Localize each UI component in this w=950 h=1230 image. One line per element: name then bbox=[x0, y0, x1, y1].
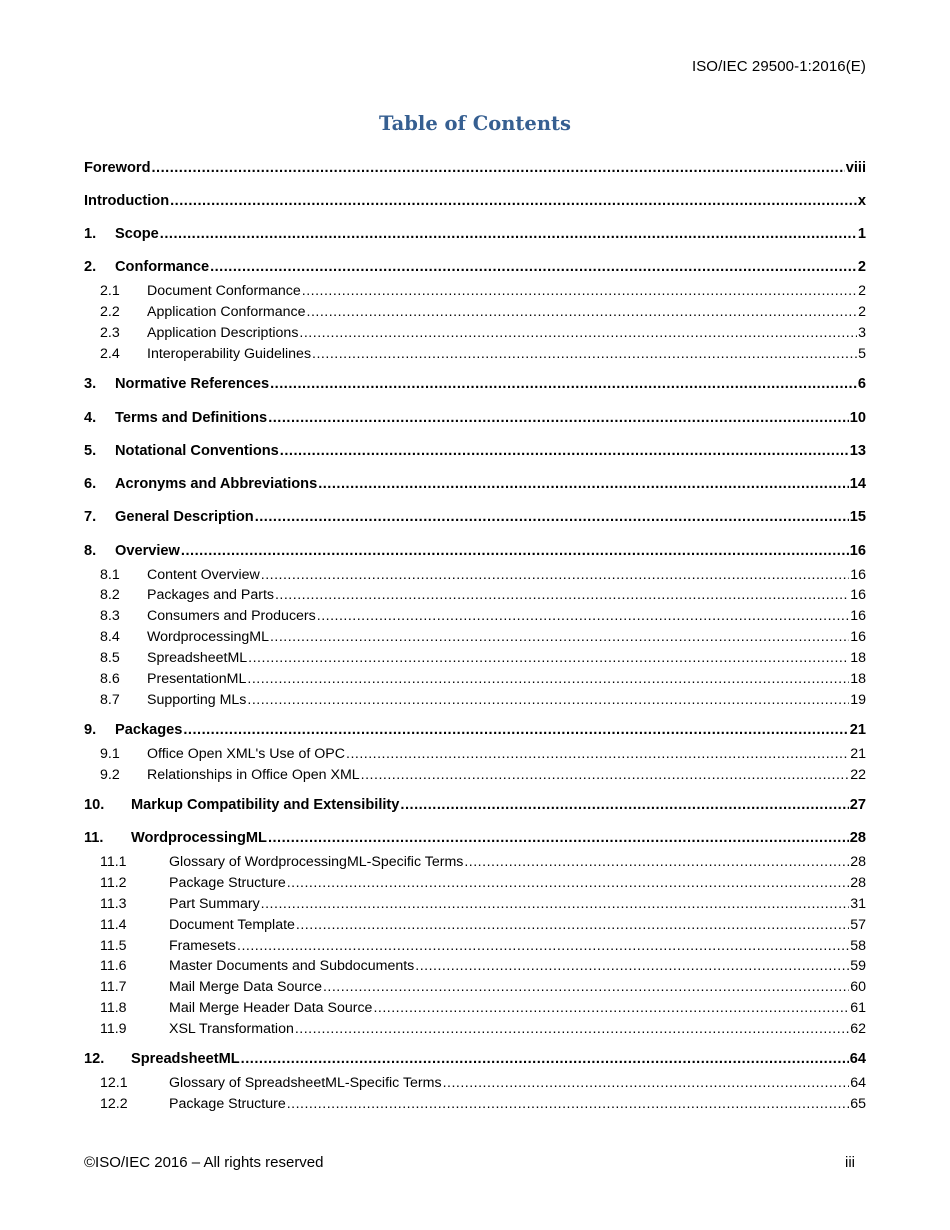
toc-leader-dots bbox=[181, 541, 849, 561]
toc-entry-number: 8.1 bbox=[100, 567, 120, 583]
toc-entry[interactable] bbox=[84, 408, 866, 428]
toc-leader-dots bbox=[443, 1073, 850, 1093]
toc-entry-title: Package Structure bbox=[169, 1096, 286, 1112]
toc-leader-dots bbox=[296, 915, 849, 935]
toc-entry-title: Relationships in Office Open XML bbox=[147, 767, 360, 783]
toc-entry-page: 21 bbox=[850, 746, 866, 762]
toc-entry[interactable] bbox=[84, 765, 866, 785]
toc-leader-dots bbox=[317, 606, 849, 626]
toc-entry[interactable] bbox=[84, 828, 866, 848]
toc-entry-number: 11.4 bbox=[100, 917, 127, 933]
toc-leader-dots bbox=[295, 1019, 849, 1039]
toc-entry-title: Glossary of WordprocessingML-Specific Terms bbox=[169, 854, 464, 870]
toc-entry-title: Terms and Definitions bbox=[115, 410, 268, 426]
toc-entry[interactable] bbox=[84, 852, 866, 872]
toc-entry-number: 10. bbox=[84, 797, 105, 813]
toc-entry[interactable] bbox=[84, 669, 866, 689]
toc-entry-title: WordprocessingML bbox=[131, 830, 267, 846]
toc-leader-dots bbox=[400, 795, 848, 815]
toc-entry[interactable] bbox=[84, 998, 866, 1018]
toc-entry-page: 64 bbox=[849, 1051, 866, 1067]
toc-entry[interactable] bbox=[84, 1049, 866, 1069]
toc-entry[interactable] bbox=[84, 541, 866, 561]
toc-entry-number: 12.1 bbox=[100, 1075, 128, 1091]
toc-entry-page: 5 bbox=[858, 346, 866, 362]
toc-entry-title: Mail Merge Header Data Source bbox=[169, 1000, 373, 1016]
toc-leader-dots bbox=[318, 474, 849, 494]
toc-entry-page: 57 bbox=[850, 917, 866, 933]
toc-entry-page: 14 bbox=[849, 476, 866, 492]
toc-entry-title: Glossary of SpreadsheetML-Specific Terms bbox=[169, 1075, 442, 1091]
toc-leader-dots bbox=[323, 977, 849, 997]
toc-entry-title: SpreadsheetML bbox=[131, 1051, 240, 1067]
toc-leader-dots bbox=[247, 690, 849, 710]
toc-leader-dots bbox=[237, 936, 849, 956]
toc-entry-number: 5. bbox=[84, 443, 97, 459]
toc-entry-number: 9.1 bbox=[100, 746, 120, 762]
toc-entry-page: 19 bbox=[850, 692, 866, 708]
toc-leader-dots bbox=[151, 158, 844, 178]
toc-entry-title: Packages bbox=[115, 722, 183, 738]
toc-entry-page: 18 bbox=[850, 650, 866, 666]
toc-entry-number: 1. bbox=[84, 226, 97, 242]
toc-entry-title: Part Summary bbox=[169, 896, 260, 912]
toc-entry-page: 16 bbox=[850, 629, 866, 645]
toc-leader-dots bbox=[280, 441, 849, 461]
toc-leader-dots bbox=[302, 281, 857, 301]
toc-entry[interactable] bbox=[84, 873, 866, 893]
toc-entry-page: 2 bbox=[857, 259, 866, 275]
toc-entry-title: Consumers and Producers bbox=[147, 608, 316, 624]
toc-leader-dots bbox=[247, 669, 849, 689]
toc-entry-title: Mail Merge Data Source bbox=[169, 979, 322, 995]
toc-entry-page: 28 bbox=[850, 854, 866, 870]
toc-entry-page: 58 bbox=[850, 938, 866, 954]
toc-entry-page: 16 bbox=[850, 608, 866, 624]
toc-entry[interactable] bbox=[84, 956, 866, 976]
toc-entry-page: 21 bbox=[849, 722, 866, 738]
toc-entry-title: Normative References bbox=[115, 376, 270, 392]
toc-entry-number: 11.9 bbox=[100, 1021, 127, 1037]
toc-entry-title: Content Overview bbox=[147, 567, 260, 583]
toc-entry-number: 8.5 bbox=[100, 650, 120, 666]
toc-leader-dots bbox=[415, 956, 849, 976]
toc-entry-title: XSL Transformation bbox=[169, 1021, 294, 1037]
toc-leader-dots bbox=[373, 998, 849, 1018]
toc-entry-page: 16 bbox=[849, 543, 866, 559]
toc-entry-page: 2 bbox=[858, 304, 866, 320]
toc-leader-dots bbox=[299, 323, 857, 343]
toc-entry-title: Acronyms and Abbreviations bbox=[115, 476, 318, 492]
toc-entry-title: Document Conformance bbox=[147, 283, 301, 299]
toc-entry-title: Overview bbox=[115, 543, 180, 559]
toc-entry-title: SpreadsheetML bbox=[147, 650, 248, 666]
toc-entry[interactable] bbox=[84, 1094, 866, 1114]
toc-leader-dots bbox=[346, 744, 849, 764]
toc-leader-dots bbox=[464, 852, 849, 872]
toc-entry-page: 31 bbox=[850, 896, 866, 912]
toc-entry[interactable] bbox=[84, 374, 866, 394]
toc-entry-title: Application Descriptions bbox=[147, 325, 299, 341]
toc-entry-title: General Description bbox=[115, 509, 254, 525]
toc-entry-number: 11.7 bbox=[100, 979, 127, 995]
toc-entry-number: 12. bbox=[84, 1051, 105, 1067]
toc-entry-page: 16 bbox=[850, 567, 866, 583]
toc-entry-number: 8.2 bbox=[100, 587, 120, 603]
toc-leader-dots bbox=[268, 828, 849, 848]
toc-entry-number: 3. bbox=[84, 376, 97, 392]
toc-entry[interactable] bbox=[84, 915, 866, 935]
toc-entry[interactable] bbox=[84, 936, 866, 956]
toc-entry[interactable] bbox=[84, 1019, 866, 1039]
toc-leader-dots bbox=[287, 873, 850, 893]
toc-entry-number: 9. bbox=[84, 722, 97, 738]
toc-entry[interactable] bbox=[84, 606, 866, 626]
toc-entry-number: 8.3 bbox=[100, 608, 120, 624]
toc-entry-title: Package Structure bbox=[169, 875, 286, 891]
toc-entry[interactable] bbox=[84, 744, 866, 764]
toc-entry-number: 11.3 bbox=[100, 896, 127, 912]
toc-entry-title: Packages and Parts bbox=[147, 587, 274, 603]
toc-entry[interactable] bbox=[84, 441, 866, 461]
toc-entry-number: 2.2 bbox=[100, 304, 120, 320]
toc-entry-page: 18 bbox=[850, 671, 866, 687]
toc-entry-title: Conformance bbox=[115, 259, 210, 275]
toc-entry-page: 22 bbox=[850, 767, 866, 783]
toc-entry-title: Supporting MLs bbox=[147, 692, 247, 708]
toc-entry-page: 16 bbox=[850, 587, 866, 603]
toc-entry-title: Document Template bbox=[169, 917, 295, 933]
toc-entry[interactable] bbox=[84, 565, 866, 585]
toc-entry-title: PresentationML bbox=[147, 671, 247, 687]
toc-entry-page: 15 bbox=[849, 509, 866, 525]
toc-entry-title: Interoperability Guidelines bbox=[147, 346, 312, 362]
toc-entry-number: 12.2 bbox=[100, 1096, 128, 1112]
toc-entry-number: 8.7 bbox=[100, 692, 120, 708]
toc-entry[interactable] bbox=[84, 627, 866, 647]
toc-leader-dots bbox=[275, 585, 849, 605]
toc-entry[interactable] bbox=[84, 720, 866, 740]
document-reference: ISO/IEC 29500-1:2016(E) bbox=[691, 58, 866, 75]
toc-entry[interactable] bbox=[84, 474, 866, 494]
toc-entry-number: 9.2 bbox=[100, 767, 120, 783]
toc-entry-title: Introduction bbox=[84, 193, 170, 209]
toc-entry-number: 11.6 bbox=[100, 958, 127, 974]
page-title: Table of Contents bbox=[379, 112, 571, 135]
toc-entry[interactable] bbox=[84, 894, 866, 914]
toc-entry-page: 3 bbox=[858, 325, 866, 341]
toc-entry-number: 2.4 bbox=[100, 346, 120, 362]
toc-entry[interactable] bbox=[84, 585, 866, 605]
toc-leader-dots bbox=[287, 1094, 850, 1114]
toc-entry-title: Master Documents and Subdocuments bbox=[169, 958, 415, 974]
toc-entry-number: 7. bbox=[84, 509, 97, 525]
toc-entry-title: Framesets bbox=[169, 938, 237, 954]
toc-entry-page: 28 bbox=[849, 830, 866, 846]
toc-entry-title: Notational Conventions bbox=[115, 443, 279, 459]
toc-leader-dots bbox=[261, 894, 850, 914]
toc-entry-page: 61 bbox=[850, 1000, 866, 1016]
toc-leader-dots bbox=[183, 720, 848, 740]
toc-entry-number: 11. bbox=[84, 830, 104, 846]
toc-entry[interactable] bbox=[84, 690, 866, 710]
toc-entry-page: viii bbox=[845, 160, 866, 176]
toc-leader-dots bbox=[312, 344, 857, 364]
toc-entry[interactable] bbox=[84, 648, 866, 668]
toc-leader-dots bbox=[170, 191, 857, 211]
toc-entry-number: 11.2 bbox=[100, 875, 127, 891]
toc-leader-dots bbox=[270, 374, 857, 394]
toc-entry-page: 59 bbox=[850, 958, 866, 974]
toc-entry-number: 2. bbox=[84, 259, 97, 275]
toc-entry[interactable] bbox=[84, 257, 866, 277]
toc-entry-title: WordprocessingML bbox=[147, 629, 269, 645]
toc-entry-page: 10 bbox=[849, 410, 866, 426]
toc-leader-dots bbox=[261, 565, 849, 585]
toc-leader-dots bbox=[307, 302, 858, 322]
toc-entry[interactable] bbox=[84, 302, 866, 322]
toc-leader-dots bbox=[241, 1049, 849, 1069]
toc-leader-dots bbox=[248, 648, 849, 668]
toc-entry[interactable] bbox=[84, 323, 866, 343]
toc-entry-number: 2.3 bbox=[100, 325, 120, 341]
footer-page-number: iii bbox=[845, 1154, 855, 1171]
toc-entry-number: 2.1 bbox=[100, 283, 120, 299]
toc-entry-title: Foreword bbox=[84, 160, 151, 176]
toc-entry-title: Scope bbox=[115, 226, 159, 242]
toc-entry-page: 60 bbox=[850, 979, 866, 995]
toc-entry-title: Application Conformance bbox=[147, 304, 306, 320]
toc-leader-dots bbox=[255, 507, 849, 527]
toc-entry[interactable] bbox=[84, 507, 866, 527]
toc-entry[interactable] bbox=[84, 224, 866, 244]
toc-entry-page: x bbox=[857, 193, 866, 209]
toc-entry[interactable] bbox=[84, 281, 866, 301]
toc-entry-number: 6. bbox=[84, 476, 97, 492]
toc-entry-title: Office Open XML's Use of OPC bbox=[147, 746, 345, 762]
toc-entry-number: 8. bbox=[84, 543, 97, 559]
toc-entry-page: 65 bbox=[850, 1096, 866, 1112]
toc-leader-dots bbox=[160, 224, 857, 244]
toc-entry[interactable] bbox=[84, 977, 866, 997]
footer-copyright: ©ISO/IEC 2016 – All rights reserved bbox=[84, 1154, 324, 1171]
toc-entry-title: Markup Compatibility and Extensibility bbox=[131, 797, 400, 813]
toc-entry[interactable] bbox=[84, 191, 866, 211]
toc-entry[interactable] bbox=[84, 158, 866, 178]
toc-entry-number: 4. bbox=[84, 410, 97, 426]
toc-entry-number: 11.5 bbox=[100, 938, 127, 954]
toc-entry[interactable] bbox=[84, 344, 866, 364]
toc-entry-page: 13 bbox=[849, 443, 866, 459]
toc-entry-page: 6 bbox=[857, 376, 866, 392]
toc-entry[interactable] bbox=[84, 795, 866, 815]
toc-leader-dots bbox=[361, 765, 850, 785]
toc-entry-page: 27 bbox=[849, 797, 866, 813]
toc-leader-dots bbox=[268, 408, 849, 428]
toc-entry-number: 11.8 bbox=[100, 1000, 127, 1016]
toc-leader-dots bbox=[210, 257, 857, 277]
toc-entry-page: 1 bbox=[857, 226, 866, 242]
toc-entry-page: 28 bbox=[850, 875, 866, 891]
toc-entry-number: 8.4 bbox=[100, 629, 120, 645]
toc-entry-page: 2 bbox=[858, 283, 866, 299]
toc-entry-page: 62 bbox=[850, 1021, 866, 1037]
toc-leader-dots bbox=[270, 627, 849, 647]
toc-entry[interactable] bbox=[84, 1073, 866, 1093]
toc-entry-number: 11.1 bbox=[100, 854, 127, 870]
toc-entry-page: 64 bbox=[850, 1075, 866, 1091]
toc-entry-number: 8.6 bbox=[100, 671, 120, 687]
